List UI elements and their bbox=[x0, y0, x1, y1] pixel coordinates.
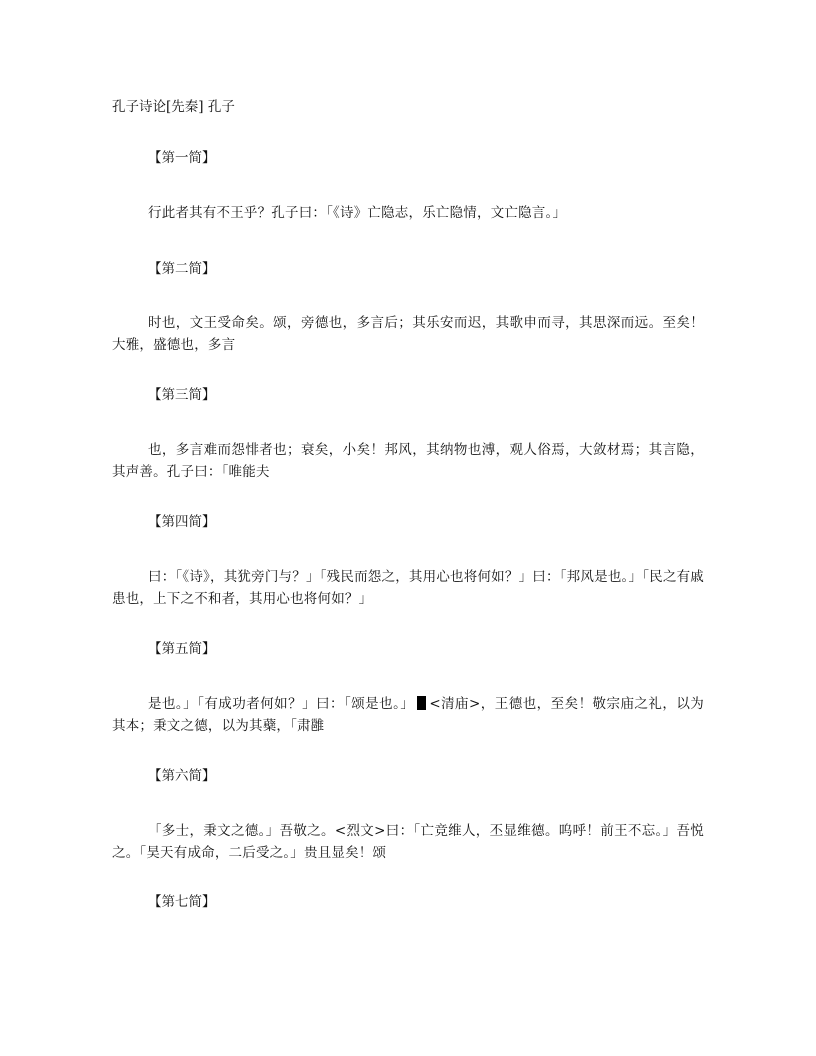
section-text-2: 时也，文王受命矣。颂，旁德也，多言后；其乐安而迟，其歌申而寻，其思深而远。至矣！大雅，盛德也，多言 bbox=[112, 315, 704, 353]
section-text-5-part-2: <清庙>，王德也，至矣！敬宗庙之礼，以为其本；秉文之德，以为其蘗，「肃雝 bbox=[112, 696, 705, 734]
section-text-5 bbox=[112, 693, 704, 737]
section-heading-5: 【第五简】 bbox=[148, 641, 216, 657]
section-heading-7: 【第七简】 bbox=[148, 894, 216, 910]
section-heading-3: 【第三简】 bbox=[148, 387, 216, 403]
section-text-1: 行此者其有不王乎？孔子曰：「《诗》亡隐志，乐亡隐情，文亡隐言。」 bbox=[148, 205, 567, 221]
section-heading-6: 【第六简】 bbox=[148, 768, 216, 784]
section-text-6: 「多士，秉文之德。」吾敬之。<烈文>曰：「亡竞维人，丕显维德。呜呼！前王不忘。」吾悦之。「昊天有成命，二后受之。」贵且显矣！颂 bbox=[112, 823, 704, 861]
section-heading-4: 【第四简】 bbox=[148, 514, 216, 530]
section-heading-2: 【第二简】 bbox=[148, 261, 216, 277]
missing-text-block-icon bbox=[417, 696, 426, 710]
section-text-5-part-1: 是也。」「有成功者何如？」曰：「颂是也。」 bbox=[148, 696, 415, 712]
section-text-3: 也，多言难而怨悱者也；衰矣，小矣！邦风，其纳物也溥，观人俗焉，大敛材焉；其言隐，其声善。孔子曰：「唯能夫 bbox=[112, 442, 704, 480]
document-title: 孔子诗论[先秦] 孔子 bbox=[112, 99, 235, 115]
section-heading-1: 【第一简】 bbox=[148, 150, 216, 166]
section-text-4: 曰：「《诗》，其犹旁门与？」「残民而怨之，其用心也将何如？」曰：「邦风是也。」「民之有戚患也，上下之不和者，其用心也将何如？」 bbox=[112, 569, 704, 607]
